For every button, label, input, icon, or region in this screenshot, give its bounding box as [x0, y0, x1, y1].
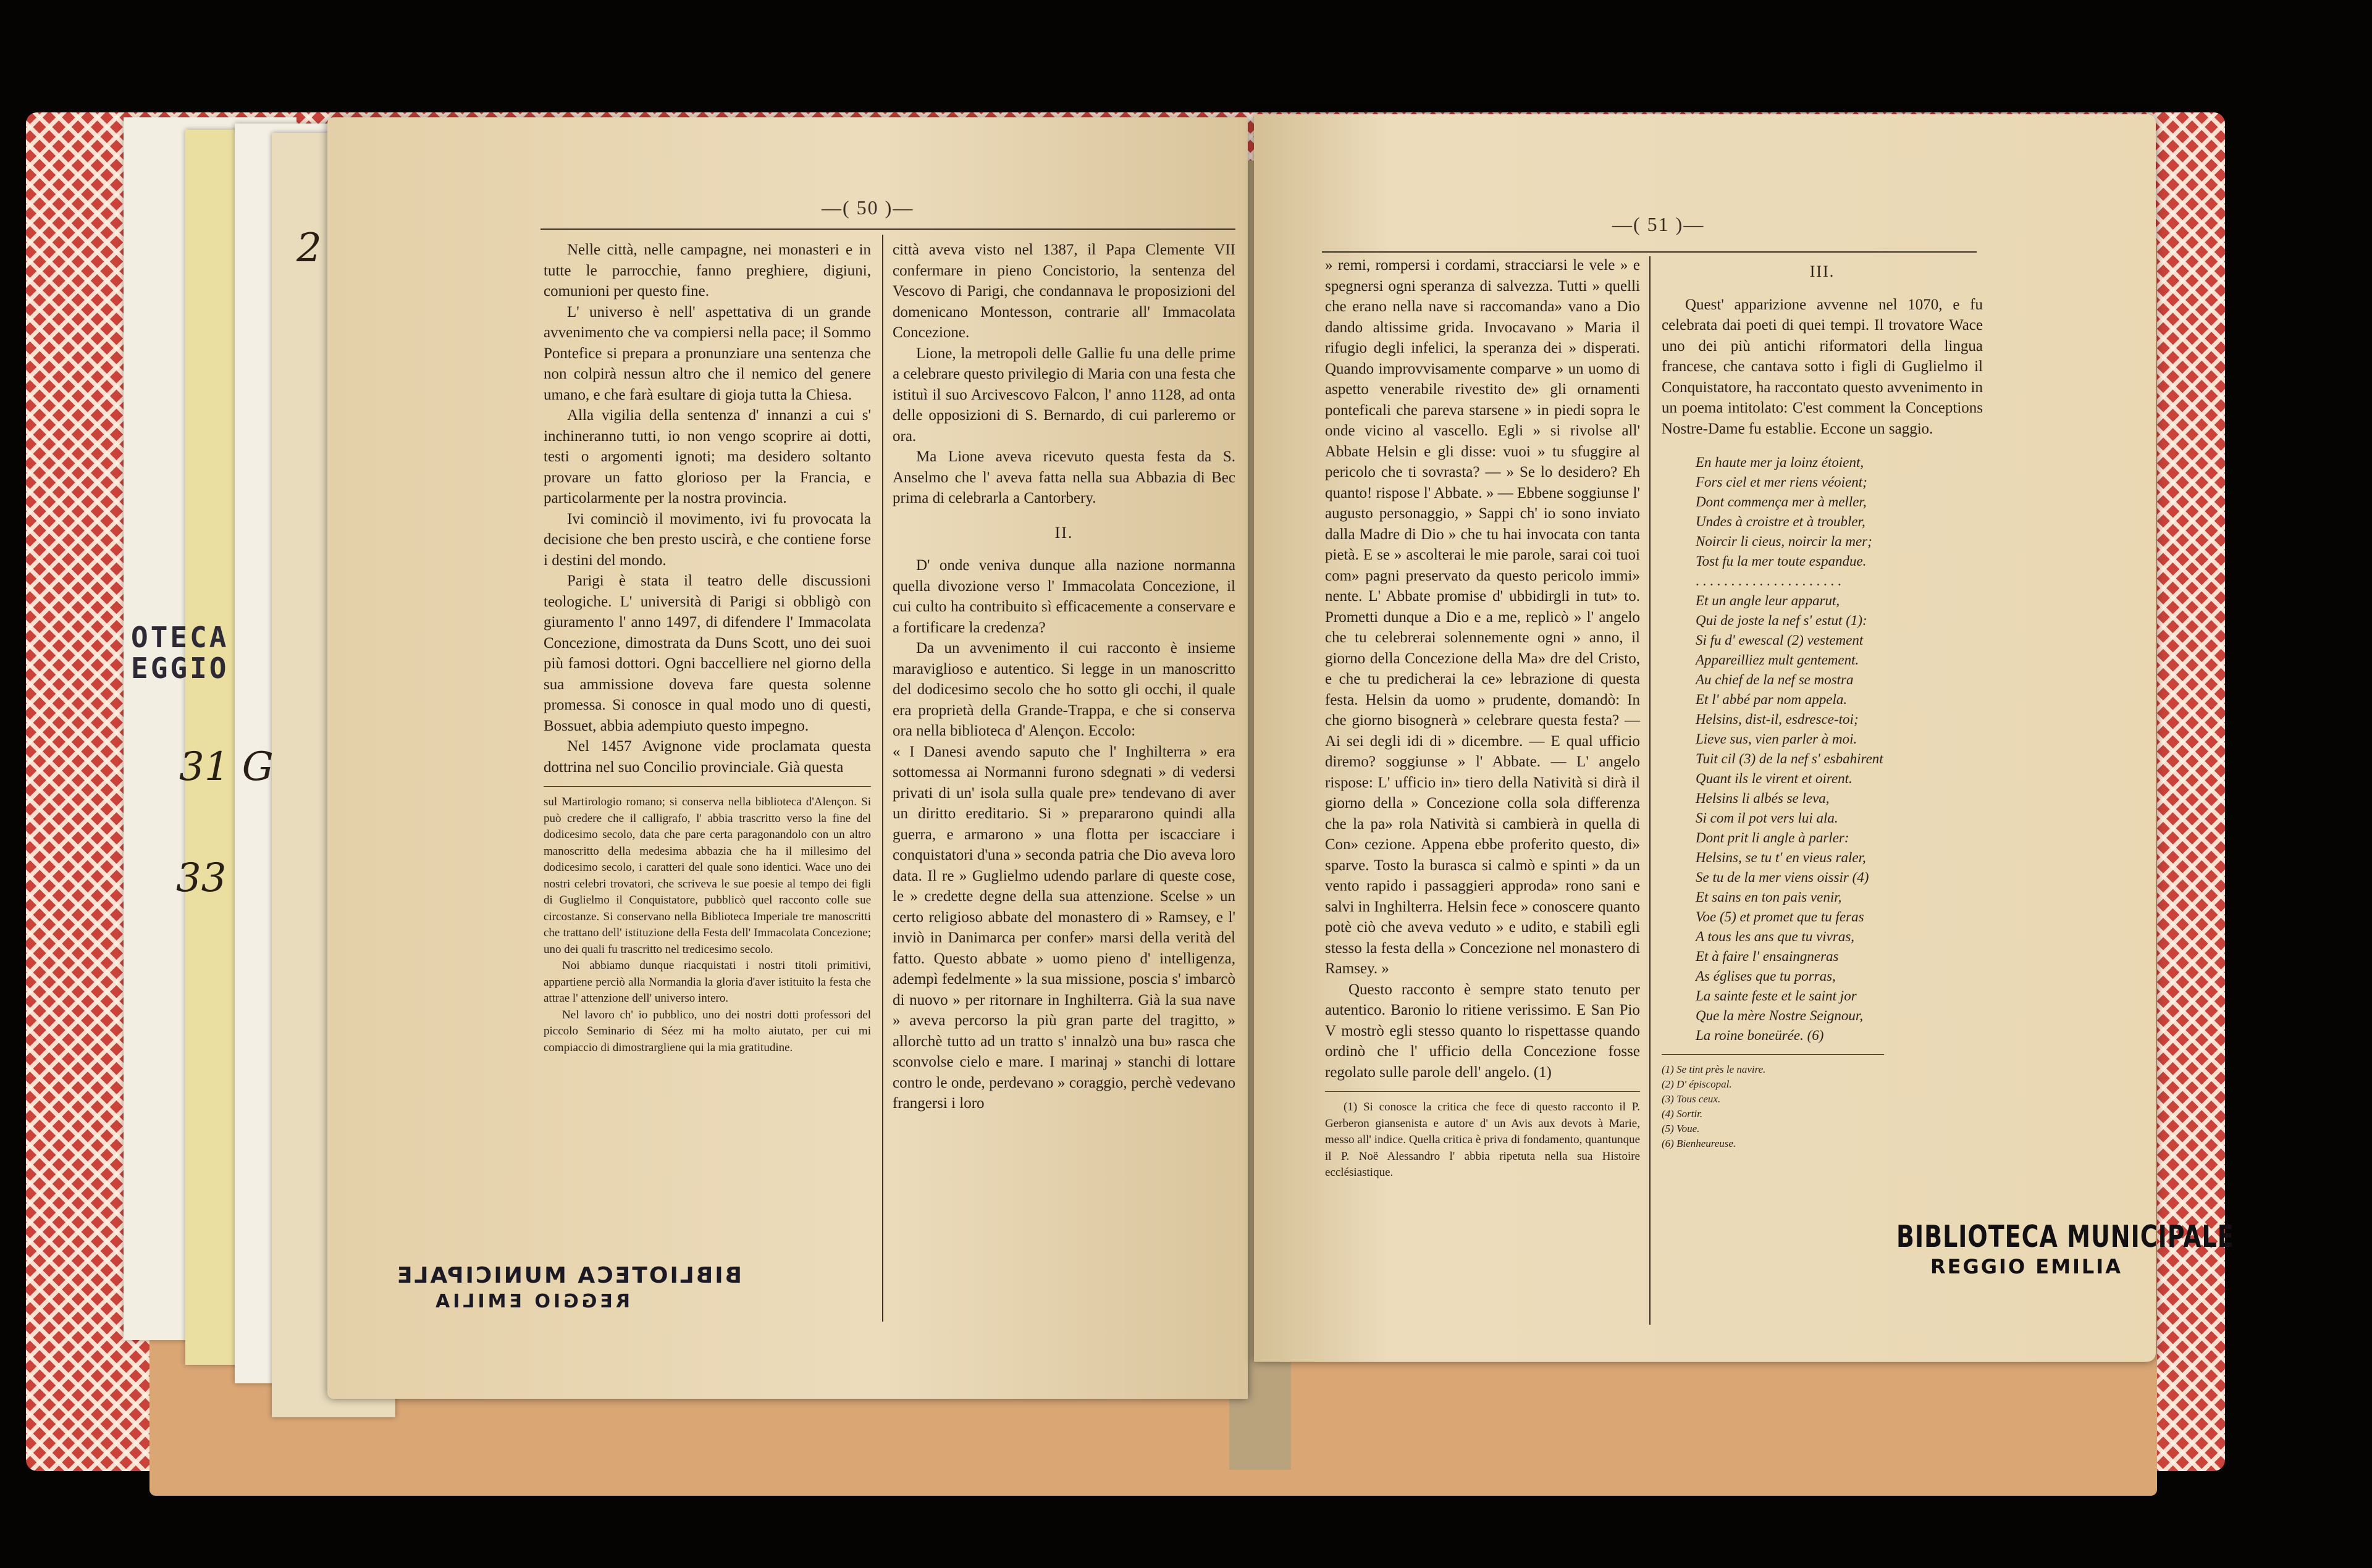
- note-line: (5) Voue.: [1662, 1123, 1700, 1134]
- verse-line: Dont prit li angle à parler:: [1696, 830, 1849, 845]
- paragraph: Questo racconto è sempre stato tenuto per autentico. Baronio lo ritiene verissimo. E San Pio V mostrò egli stesso quanto lo rispettasse quando ordinò che l' ufficio della Concezione fosse regolato sulle parole dell' angelo. (1): [1325, 981, 1640, 1081]
- verse-line: Si fu d' ewescal (2) vestement: [1696, 632, 1864, 648]
- handwritten-mark: 31 G: [179, 744, 274, 790]
- verse-line: A tous les ans que tu vivras,: [1696, 929, 1855, 944]
- verse-line: En haute mer ja loinz étoient,: [1696, 455, 1864, 470]
- right-page-column-1: [1325, 255, 1640, 1181]
- verse-line: As églises que tu porras,: [1696, 968, 1836, 984]
- left-page-column-2: [893, 240, 1235, 1114]
- page-number: —( 51 )—: [1612, 213, 1705, 235]
- verse-line: Se tu de la mer viens oissir (4): [1696, 870, 1869, 885]
- left-page-column-1: [544, 240, 871, 1056]
- footnote-paragraph: sul Martirologio romano; si conserva nella biblioteca d'Alençon. Si può credere che il calligrafo, l' abbia trascritto verso la fine del dodicesimo secolo, data che pare certa paragonandolo con un altro manoscritto della medesima abbazia che ha il millesimo del dodicesimo secolo, i caratteri del quale sono identici. Wace uno dei nostri celebri trovatori, che scriveva le sue poesie al tempo dei figli di Guglielmo il Conquistatore, pubblicò quel racconto colle sue circostanze. Si conservano nella Biblioteca Imperiale tre manoscritti che trattano dell' istituzione della Festa dell' Immacolata Concezione; uno dei quali fu trascritto nel tredicesimo secolo.: [544, 795, 871, 956]
- right-page: [1254, 114, 2156, 1362]
- verse-line: Et sains en ton pais venir,: [1696, 889, 1842, 905]
- verse-line: Voe (5) et promet que tu feras: [1696, 909, 1864, 924]
- quoted-narrative: « I Danesi avendo saputo che l' Inghilterra » era sottomessa ai Normanni furono sdegnati » di vedersi privati di un' isola sulla quale pre» tendevano di aver un diritto ereditario. Si » prepararono quindi alla guerra, e armarono » una flotta per iscacciare i conquistatori d'una » seconda patria che Dio aveva loro data. Il re » Guglielmo udendo parlare di queste cose, le » credette degne della sua attenzione. Scelse » un certo religioso abbate del monastero di » Ramsey, e l' inviò in Danimarca per confer» marsi della verità del fatto. Questo abbate » uomo pieno d' intelligenza, adempì fedelmente » la sua missione, poscia s' imbarcò di nuovo » per ritornare in Inghilterra. Già la sua nave » aveva percorso la più gran parte del tragitto, » allorchè tutto ad un tratto s' innalzò una bu» rasca che sconvolse cielo e mare. I marinaj » stanchi di lottare contro le onde, perdevano » coraggio, perchè vedevano frangersi i loro: [893, 743, 1235, 1112]
- handwritten-mark: 2: [296, 225, 322, 271]
- note-line: (2) D' épiscopal.: [1662, 1078, 1732, 1090]
- side-stamp-fragment: OTECA: [131, 621, 229, 654]
- note-line: (4) Sortir.: [1662, 1108, 1703, 1120]
- paragraph: Ivi cominciò il movimento, ivi fu provocata la decisione che ben presto uscirà, e che contiene forse i destini del mondo.: [544, 510, 871, 569]
- verse-line: Et à faire l' ensaingneras: [1696, 949, 1839, 964]
- footnote-paragraph: Noi abbiamo dunque riacquistati i nostri titoli primitivi, appartiene perciò alla Normandia la gloria d'aver istituito la festa che attrae l' attenzione dell' universo intero.: [544, 959, 871, 1005]
- verse-notes: [1662, 1054, 1884, 1151]
- verse-line: Lieve sus, vien parler à moi.: [1696, 731, 1857, 747]
- left-page: [327, 117, 1248, 1399]
- section-heading: II.: [1054, 523, 1074, 542]
- paragraph: Ma Lione aveva ricevuto questa festa da S. Anselmo che l' aveva fatta nella sua Abbazia di Bec prima di celebrarla a Cantorbery.: [893, 448, 1235, 506]
- paragraph: Nel 1457 Avignone vide proclamata questa dottrina nel suo Concilio provinciale. Già questa: [544, 738, 871, 776]
- paragraph: D' onde veniva dunque alla nazione normanna quella divozione verso l' Immacolata Concezione, il cui culto ha contribuito sì efficacemente a conservare e a fortificare la credenza?: [893, 557, 1235, 636]
- verse-line: La roine boneürée. (6): [1696, 1028, 1824, 1043]
- verse-line: Helsins li albés se leva,: [1696, 790, 1830, 806]
- footnote-paragraph: Nel lavoro ch' io pubblico, uno dei nostri dotti professori del piccolo Seminario di Séez mi ha molto aiutato, per cui mi compiaccio di dimostrargliene qui la mia gratitudine.: [544, 1008, 871, 1054]
- paragraph: Parigi è stata il teatro delle discussioni teologiche. L' università di Parigi si obbligò con giuramento l' anno 1497, di difendere l' Immacolata Concezione, dimostrata da Duns Scott, uno dei suoi più famosi dottori. Ogni baccelliere nel giorno della sua ammissione doveva fare questa solenne promessa. Si conosce in qual modo uno di questi, Bossuet, abbia adempiuto questo impegno.: [544, 572, 871, 734]
- note-line: (1) Se tint près le navire.: [1662, 1063, 1766, 1075]
- verse-line: Fors ciel et mer riens véoient;: [1696, 474, 1867, 490]
- handwritten-mark: 33: [176, 855, 227, 901]
- poem-verse: [1696, 453, 1983, 1046]
- verse-line: La sainte feste et le saint jor: [1696, 988, 1857, 1004]
- paragraph: città aveva visto nel 1387, il Papa Clemente VII confermare in pieno Concistorio, la sentenza del Vescovo di Parigi, che condannava le proposizioni del domenicano Montesson, contrarie all' Immacolata Concezione.: [893, 241, 1235, 341]
- verse-line: Et un angle leur apparut,: [1696, 593, 1840, 608]
- paragraph: Quest' apparizione avvenne nel 1070, e fu celebrata dai poeti di quei tempi. Il trovatore Wace uno dei più antichi riformatori della lingua francese, che cantava sotto i figli di Guglielmo il Conquistatore, ha raccontato questo avvenimento in un poema intitolato: C'est comment la Conceptions Nostre-Dame fu establie. Eccone un saggio.: [1662, 296, 1983, 437]
- verse-line: Si com il pot vers lui ala.: [1696, 810, 1838, 826]
- note-line: (6) Bienheureuse.: [1662, 1138, 1736, 1149]
- verse-line: Appareilliez mult gentement.: [1696, 652, 1859, 668]
- note-line: (3) Tous ceux.: [1662, 1093, 1721, 1105]
- side-stamp-fragment: EGGIO: [131, 652, 229, 685]
- mirrored-library-stamp: REGGIO EMILIA: [432, 1291, 630, 1312]
- header-rule: [540, 228, 1235, 230]
- paragraph: Nelle città, nelle campagne, nei monasteri e in tutte le parrocchie, fanno preghiere, digiuni, comunioni per questo fine.: [544, 241, 871, 300]
- verse-line: Au chief de la nef se mostra: [1696, 672, 1854, 687]
- verse-line: Undes à croistre et à troubler,: [1696, 514, 1865, 529]
- paragraph: Alla vigilia della sentenza d' innanzi a cui s' inchineranno tutti, io non vengo scoprire ai dotti, testi o argomenti ignoti; ma desidero soltanto provare un fatto glorioso per la Francia, e particolarmente per la nostra provincia.: [544, 407, 871, 506]
- column-divider: [1649, 256, 1651, 1325]
- verse-line: Noircir li cieus, noircir la mer;: [1696, 534, 1872, 549]
- ellipsis-dots: . . . . . . . . . . . . . . . . . . . . .: [1696, 573, 1841, 589]
- quoted-narrative: » remi, rompersi i cordami, stracciarsi le vele » e spegnersi ogni speranza di salvezza. Tutti » quelli che erano nella nave si raccomanda» vano a Dio dando altissime grida. Invocavano » Maria il rifugio degli infelici, la speranza dei » disperati. Quando improvvisamente comparve » un uomo di aspetto venerabile rivestito de» gli ornamenti ponteficali che pareva starsene » in piedi sopra le onde vicino al vascello. Egli » si rivolse all' Abbate Helsin e gli disse: vuoi » tu sfuggire al pericolo che ti sovrasta? — » Se lo desidero? Eh quanto! rispose l' Abbate. » — Ebbene soggiunse l' augusto personaggio, » Sappi ch' io sono inviato dalla Madre di Dio » che tu hai invocata con tanta pietà. E se » ascolterai le mie parole, sarai coi tuoi com» pagni preservato da questo pericolo immi» nente. L' Abbate promise d' ubbidirgli in tut» to. Prometti dunque a Dio e a me, replicò » l' angelo che tu celebrerai solennemente ogni » anno, il giorno della Concezione della Ma» dre del Cristo, e che tu predicherai la ce» lebrazione di questa festa. Helsin da uomo » prudente, domandò: In che giorno bisognerà » celebrare questa festa? — Ai sei degli idi di » dicembre. — E qual ufficio diremo? soggiunse » l' Abbate. — L' angelo rispose: L' ufficio in» tiero della Natività si dirà il giorno della » Concezione colla sola differenza che la pa» rola Natività si cambierà in quella di Con» cezione. Appena ebbe proferito questo, di» sparve. Tosto la burasca si calmò e spinti » da un vento rapido i passaggieri approda» rono sani e salvi in Inghilterra. Helsin fece » conoscere quanto potè ciò che aveva veduto » e udito, e stabilì egli stesso la festa della » Concezione nel monastero di Ramsey. »: [1325, 257, 1640, 977]
- paragraph: Lione, la metropoli delle Gallie fu una delle prime a celebrare questo privilegio di Maria con una festa che istituì il suo Arcivescovo Falcon, l' anno 1128, ad onta delle opposizioni di S. Bernardo, di cui parleremo or ora.: [893, 345, 1235, 445]
- verse-line: Et l' abbé par nom appela.: [1696, 692, 1848, 707]
- verse-line: Que la mère Nostre Seignour,: [1696, 1008, 1864, 1023]
- section-heading: III.: [1809, 262, 1835, 280]
- paragraph: Da un avvenimento il cui racconto è insieme maraviglioso e autentico. Si legge in un manoscritto del dodicesimo secolo che ho sotto gli occhi, il quale era proprietà della Grande-Trappa, e che si conserva ora nella biblioteca d' Alençon. Eccolo:: [893, 640, 1235, 739]
- library-stamp: BIBLIOTECA MUNICIPALE: [1896, 1218, 2234, 1254]
- page-number: —( 50 )—: [822, 196, 914, 219]
- verse-line: Helsins, dist-il, esdresce-toi;: [1696, 711, 1859, 727]
- library-stamp: REGGIO EMILIA: [1930, 1255, 2122, 1278]
- header-rule: [1322, 251, 1977, 253]
- footnote: [544, 786, 871, 1056]
- verse-line: Qui de joste la nef s' estut (1):: [1696, 613, 1867, 628]
- verse-line: Tuit cil (3) de la nef s' esbahirent: [1696, 751, 1883, 766]
- right-page-column-2: [1662, 255, 1983, 1151]
- verse-line: Helsins, se tu t' en vieus raler,: [1696, 850, 1866, 865]
- column-divider: [882, 235, 883, 1322]
- mirrored-library-stamp: BIBLIOTECA MUNICIPALE: [395, 1263, 742, 1288]
- footnote: [1325, 1091, 1640, 1181]
- paragraph: L' universo è nell' aspettativa di un grande avvenimento che va compiersi nella pace; il Sommo Pontefice si prepara a pronunziare una sentenza che non colpirà nessun altro che il nemico del genere umano, e che farà esultare di gioja tutta la Chiesa.: [544, 303, 871, 403]
- footnote-paragraph: (1) Si conosce la critica che fece di questo racconto il P. Gerberon giansenista e autore d' un Avis aux devots à Marie, messo all' indice. Quella critica è priva di fondamento, quantunque il P. Noë Alessandro l' abbia ripetuta nella sua Histoire ecclésiastique.: [1325, 1101, 1640, 1179]
- verse-line: Dont commença mer à meller,: [1696, 494, 1867, 509]
- verse-line: Tost fu la mer toute espandue.: [1696, 553, 1867, 569]
- verse-line: Quant ils le virent et oirent.: [1696, 771, 1853, 786]
